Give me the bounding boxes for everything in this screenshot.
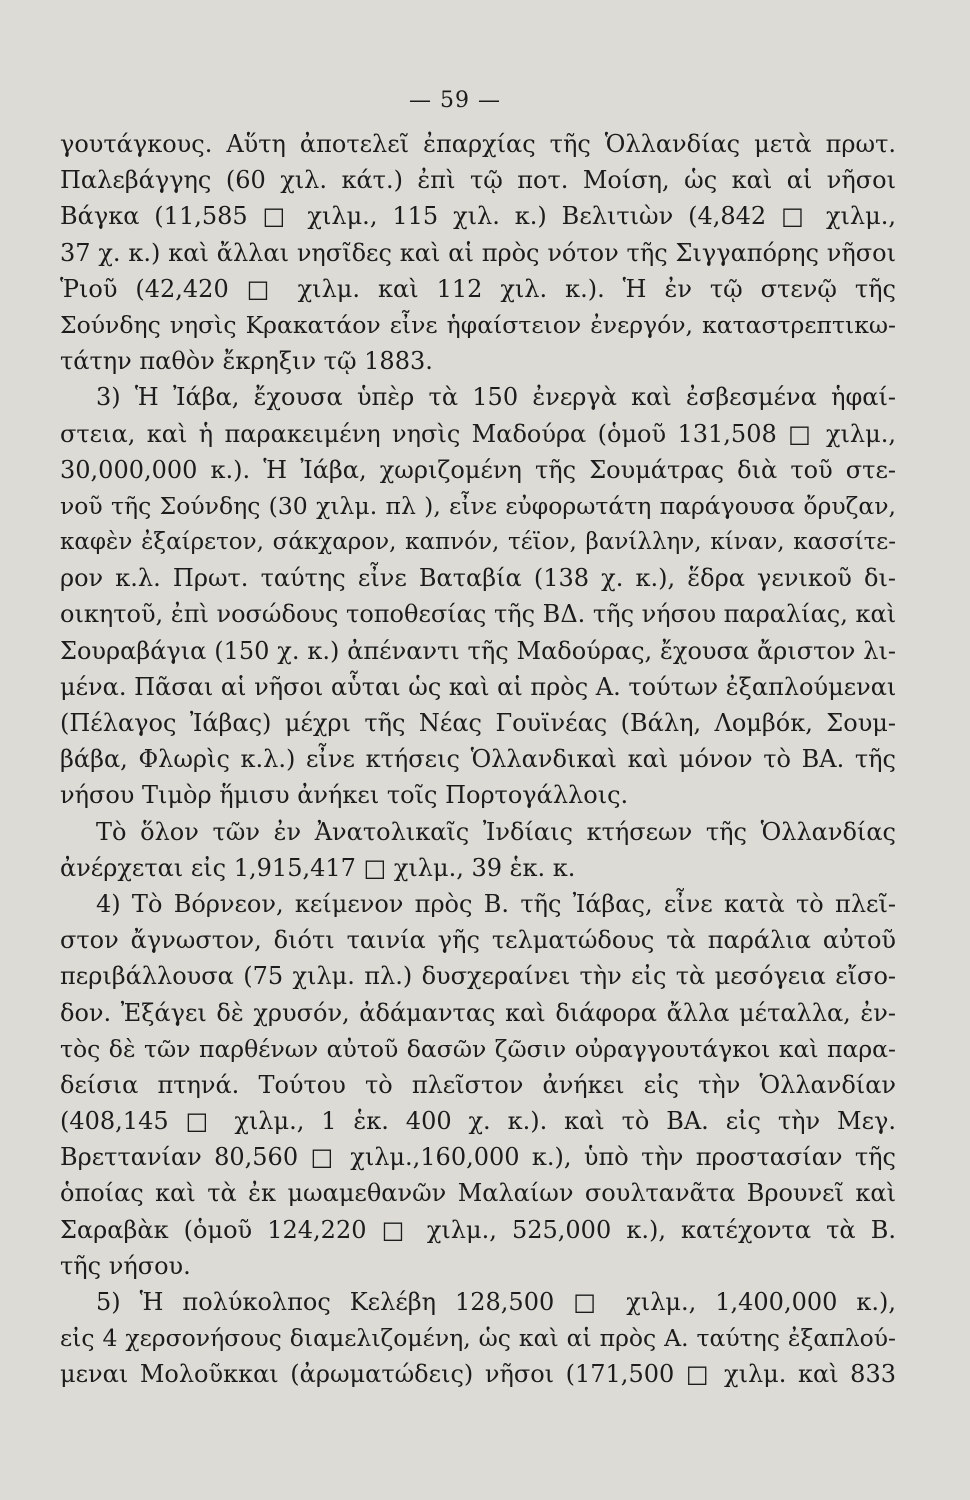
- text-line: ὁποίας καὶ τὰ ἐκ μωαμεθανῶν Μαλαίων σουλτανᾶτα Βρουνεῖ καὶ: [60, 1179, 896, 1208]
- text-line: Ῥιοῦ (42,420 □ χιλμ. καὶ 112 χιλ. κ.). Ἡ ἐν τῷ στενῷ τῆς: [60, 274, 896, 303]
- text-line: Σούνδης νησὶς Κρακατάον εἶνε ἡφαίστειον ἐνεργόν, καταστρεπτικω-: [60, 310, 896, 339]
- text-line: Σουραβάγια (150 χ. κ.) ἀπέναντι τῆς Μαδούρας, ἔχουσα ἄριστον λι-: [60, 636, 896, 665]
- text-line: εἰς 4 χερσονήσους διαμελιζομένη, ὡς καὶ αἱ πρὸς Α. ταύτης ἐξαπλού-: [60, 1324, 896, 1353]
- text-line: 37 χ. κ.) καὶ ἄλλαι νησῖδες καὶ αἱ πρὸς νότον τῆς Σιγγαπόρης νῆσοι: [60, 238, 896, 267]
- text-line: νήσου Τιμὸρ ἥμισυ ἀνήκει τοῖς Πορτογάλλοις.: [60, 781, 629, 810]
- text-line: (408,145 □ χιλμ., 1 ἑκ. 400 χ. κ.). καὶ τὸ ΒΑ. εἰς τὴν Μεγ.: [60, 1107, 896, 1136]
- text-line: νοῦ τῆς Σούνδης (30 χιλμ. πλ ), εἶνε εὐφορωτάτη παράγουσα ὄρυζαν,: [60, 491, 896, 520]
- text-line: (Πέλαγος Ἰάβας) μέχρι τῆς Νέας Γουϊνέας (Βάλη, Λομβόκ, Σουμ-: [60, 709, 896, 737]
- text-line: Βάγκα (11,585 □ χιλμ., 115 χιλ. κ.) Βελιτιὼν (4,842 □ χιλμ.,: [60, 202, 896, 231]
- text-line: δείσια πτηνά. Τούτου τὸ πλεῖστον ἀνήκει εἰς τὴν Ὁλλανδίαν: [60, 1070, 896, 1099]
- text-line: Παλεβάγγης (60 χιλ. κάτ.) ἐπὶ τῷ ποτ. Μοίση, ὡς καὶ αἱ νῆσοι: [60, 166, 896, 195]
- text-line: Βρεττανίαν 80,560 □ χιλμ.,160,000 κ.), ὑπὸ τὴν προστασίαν τῆς: [60, 1143, 896, 1172]
- text-line: ρον κ.λ. Πρωτ. ταύτης εἶνε Βαταβία (138 χ. κ.), ἕδρα γενικοῦ δι-: [60, 564, 896, 593]
- text-line: στεια, καὶ ἡ παρακειμένη νησὶς Μαδούρα (ὁμοῦ 131,508 □ χιλμ.,: [60, 419, 896, 448]
- text-line: μένα. Πᾶσαι αἱ νῆσοι αὗται ὡς καὶ αἱ πρὸς Α. τούτων ἐξαπλούμεναι: [60, 672, 896, 701]
- text-line: Σαραβὰκ (ὁμοῦ 124,220 □ χιλμ., 525,000 κ.), κατέχοντα τὰ Β.: [60, 1215, 896, 1244]
- text-line: τῆς νήσου.: [60, 1251, 191, 1280]
- text-line: καφὲν ἐξαίρετον, σάκχαρον, καπνόν, τέϊον, βανίλλην, κίναν, κασσίτε-: [60, 529, 896, 556]
- text-line: τὸς δὲ τῶν παρθένων αὐτοῦ δασῶν ζῶσιν οὐραγγουτάγκοι καὶ παρα-: [60, 1034, 896, 1063]
- text-line: δον. Ἐξάγει δὲ χρυσόν, ἀδάμαντας καὶ διάφορα ἄλλα μέταλλα, ἐν-: [60, 998, 896, 1027]
- text-line: 3) Ἡ Ἰάβα, ἔχουσα ὑπὲρ τὰ 150 ἐνεργὰ καὶ ἐσβεσμένα ἡφαί-: [96, 383, 896, 412]
- text-line: ἀνέρχεται εἰς 1,915,417 □ χιλμ., 39 ἑκ. κ.: [60, 853, 576, 882]
- text-line: μεναι Μολοῦκκαι (ἀρωματώδεις) νῆσοι (171,500 □ χιλμ. καὶ 833: [60, 1360, 896, 1389]
- text-line: περιβάλλουσα (75 χιλμ. πλ.) δυσχεραίνει τὴν εἰς τὰ μεσόγεια εἴσο-: [60, 962, 896, 991]
- text-line: βάβα, Φλωρὶς κ.λ.) εἶνε κτήσεις Ὁλλανδικαὶ καὶ μόνον τὸ ΒΑ. τῆς: [60, 745, 896, 774]
- page-number: — 59 —: [409, 88, 501, 113]
- text-line: 5) Ἡ πολύκολπος Κελέβη 128,500 □ χιλμ., 1,400,000 κ.),: [96, 1288, 896, 1316]
- text-line: Τὸ ὅλον τῶν ἐν Ἀνατολικαῖς Ἰνδίαις κτήσεων τῆς Ὁλλανδίας: [96, 817, 896, 846]
- text-line: οικητοῦ, ἐπὶ νοσώδους τοποθεσίας τῆς ΒΔ. τῆς νήσου παραλίας, καὶ: [60, 600, 896, 629]
- text-line: γουτάγκους. Αὕτη ἀποτελεῖ ἐπαρχίας τῆς Ὁλλανδίας μετὰ πρωτ.: [60, 130, 896, 158]
- text-line: στον ἄγνωστον, διότι ταινία γῆς τελματώδους τὰ παράλια αὐτοῦ: [60, 926, 896, 955]
- text-line: 4) Τὸ Βόρνεον, κείμενον πρὸς Β. τῆς Ἰάβας, εἶνε κατὰ τὸ πλεῖ-: [96, 889, 896, 918]
- text-line: 30,000,000 κ.). Ἡ Ἰάβα, χωριζομένη τῆς Σουμάτρας διὰ τοῦ στε-: [60, 455, 896, 484]
- text-line: τάτην παθὸν ἔκρηξιν τῷ 1883.: [60, 347, 433, 376]
- body-text: [60, 126, 896, 1393]
